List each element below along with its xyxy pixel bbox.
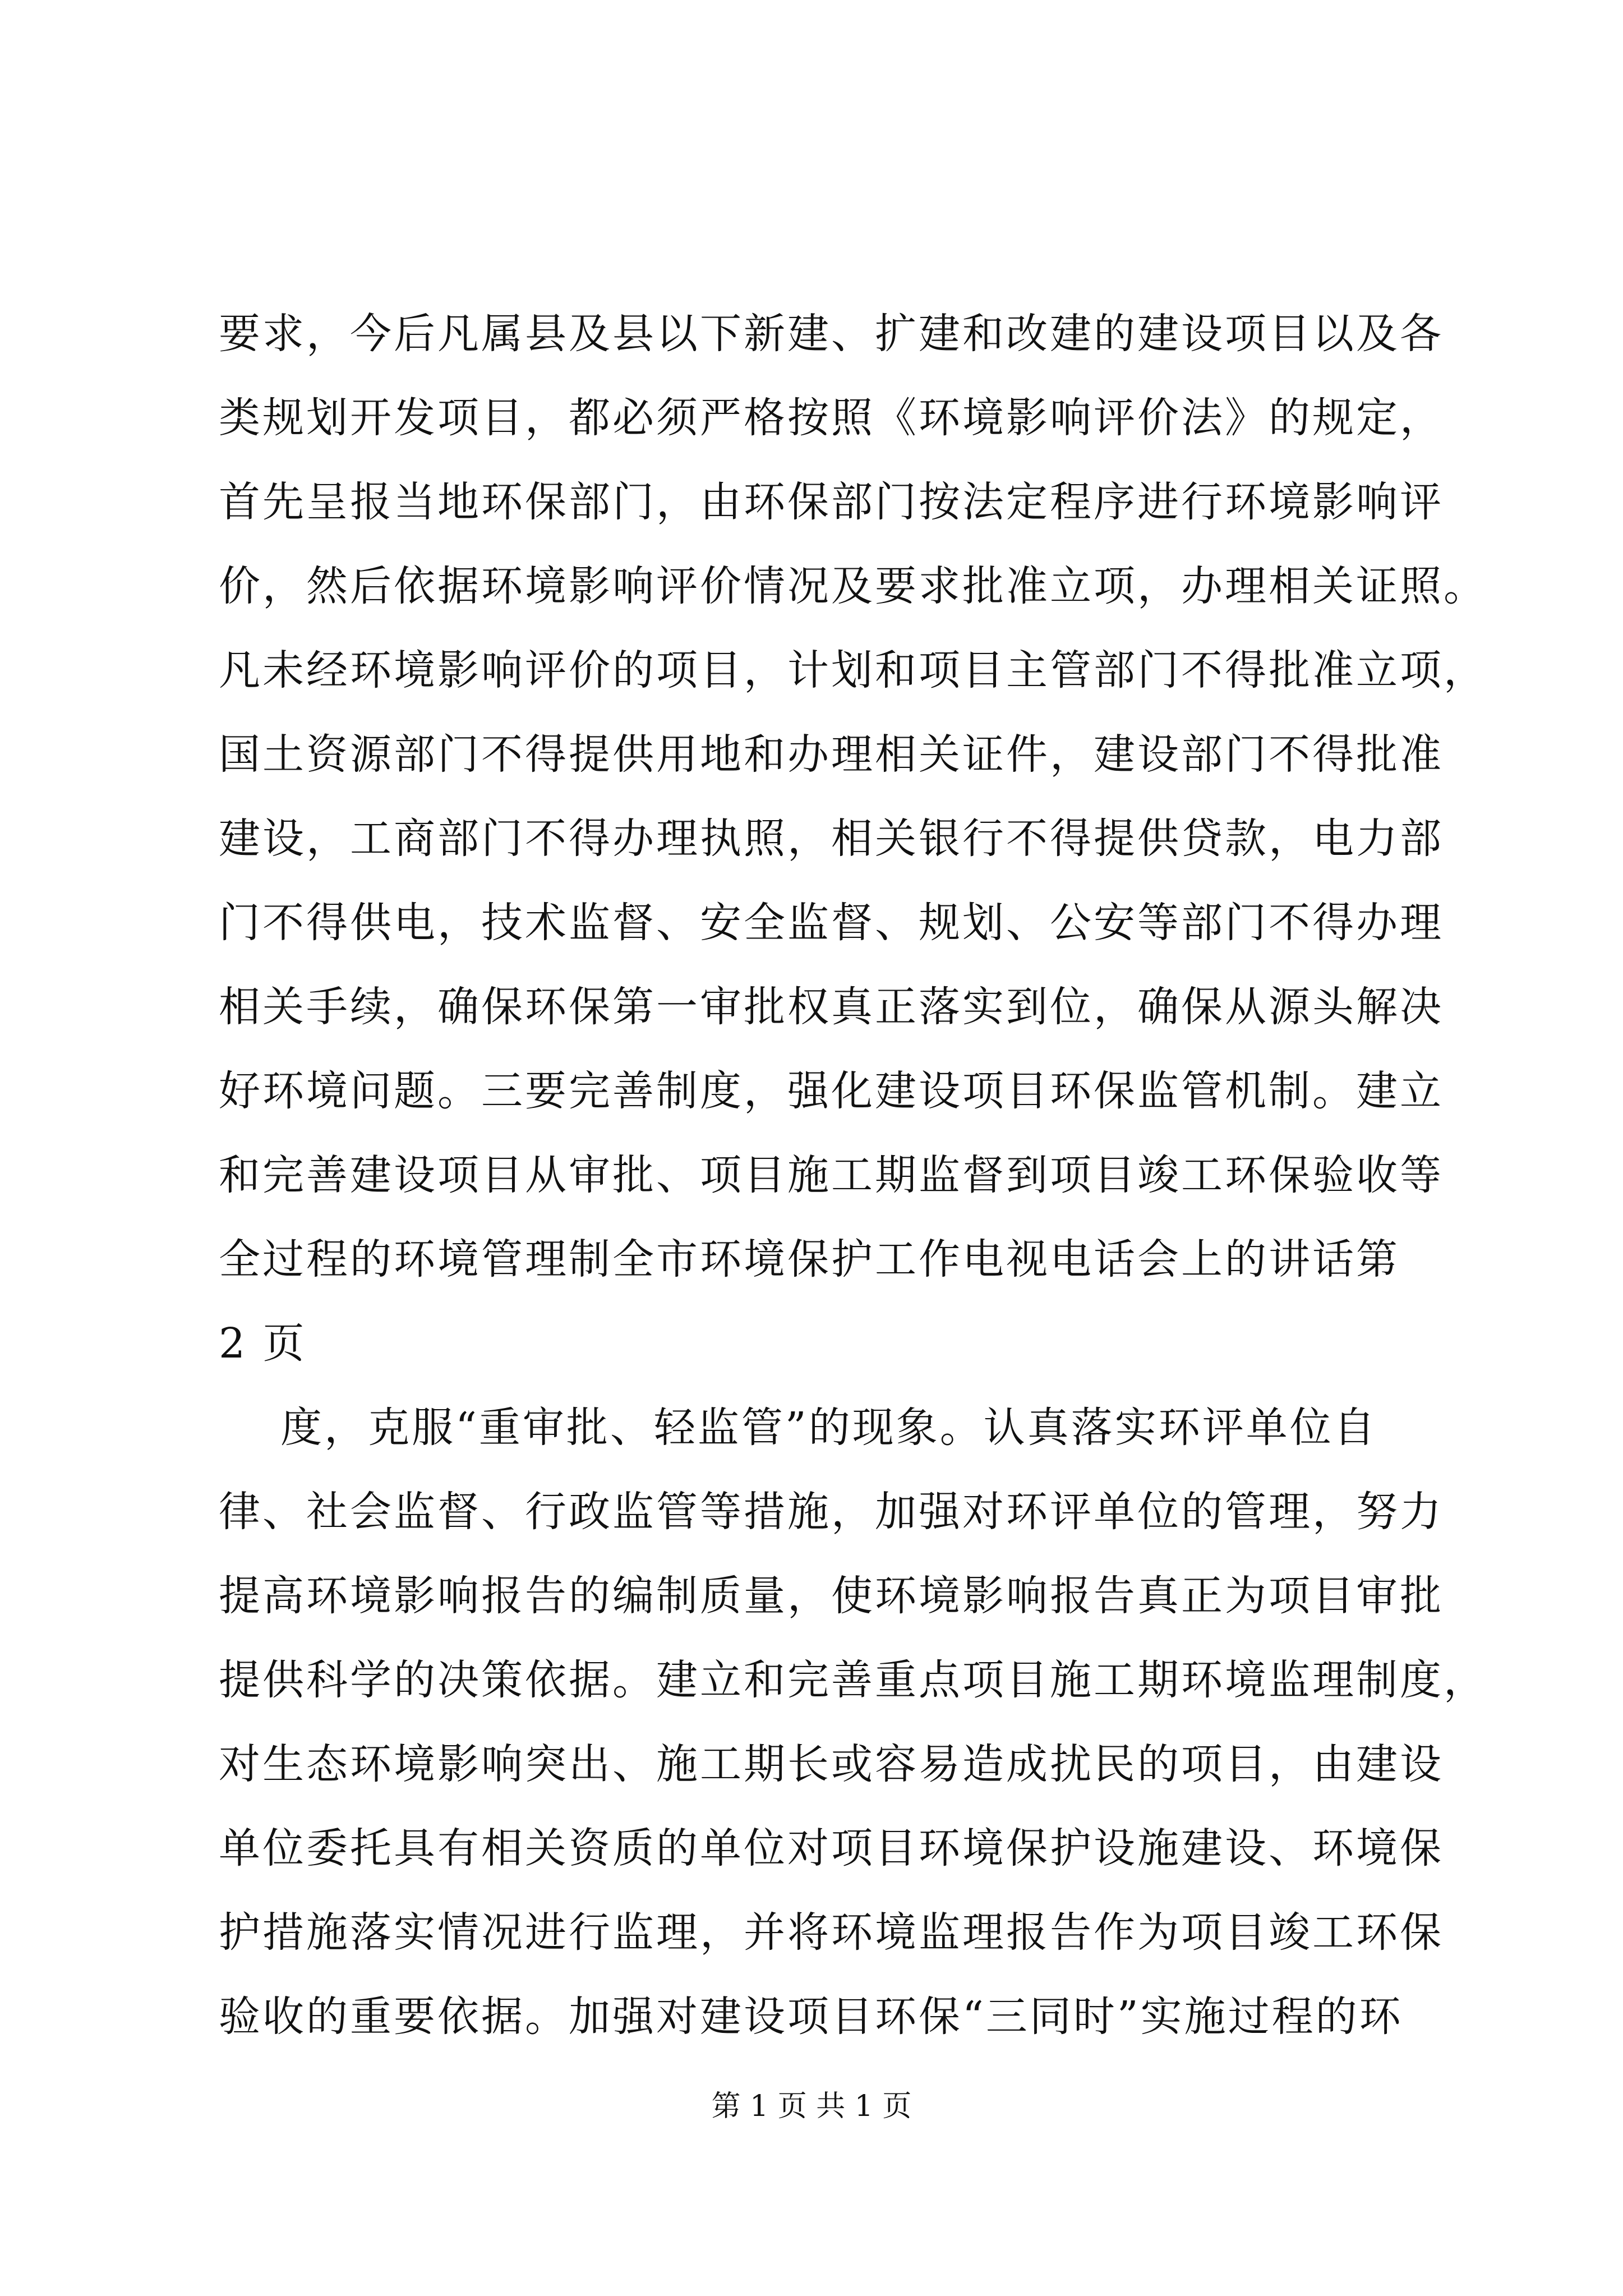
text-line: 单位委托具有相关资质的单位对项目环境保护设施建设、环境保 [219, 1824, 1444, 1872]
page-footer: 第 1 页 共 1 页 [711, 2090, 912, 2123]
body-text [219, 292, 1487, 2059]
text-line: 度，克服“重审批、轻监管”的现象。认真落实环评单位自 [219, 1404, 1377, 1452]
text-line: 提供科学的决策依据。建立和完善重点项目施工期环境监理制度， [219, 1656, 1487, 1704]
text-line: 提高环境影响报告的编制质量，使环境影响报告真正为项目审批 [219, 1572, 1444, 1620]
text-line: 建设，工商部门不得办理执照，相关银行不得提供贷款，电力部 [219, 815, 1444, 863]
text-line: 门不得供电，技术监督、安全监督、规划、公安等部门不得办理 [219, 899, 1444, 947]
text-line: 相关手续，确保环保第一审批权真正落实到位，确保从源头解决 [219, 983, 1444, 1031]
text-line: 2 页 [219, 1319, 307, 1368]
text-line: 验收的重要依据。加强对建设项目环保“三同时”实施过程的环 [219, 1993, 1403, 2041]
text-line: 首先呈报当地环保部门，由环保部门按法定程序进行环境影响评 [219, 478, 1444, 526]
text-line: 和完善建设项目从审批、项目施工期监督到项目竣工环保验收等 [219, 1151, 1444, 1199]
text-line: 对生态环境影响突出、施工期长或容易造成扰民的项目，由建设 [219, 1740, 1444, 1788]
text-line: 价，然后依据环境影响评价情况及要求批准立项，办理相关证照。 [219, 562, 1487, 610]
text-line: 律、社会监督、行政监管等措施，加强对环评单位的管理，努力 [219, 1488, 1444, 1536]
text-line: 全过程的环境管理制全市环境保护工作电视电话会上的讲话第 [219, 1235, 1400, 1283]
text-line: 要求，今后凡属县及县以下新建、扩建和改建的建设项目以及各 [219, 310, 1444, 358]
text-line: 类规划开发项目，都必须严格按照《环境影响评价法》的规定， [219, 394, 1444, 442]
text-line: 凡未经环境影响评价的项目，计划和项目主管部门不得批准立项， [219, 646, 1487, 694]
text-line: 好环境问题。三要完善制度，强化建设项目环保监管机制。建立 [219, 1067, 1444, 1115]
text-line: 护措施落实情况进行监理，并将环境监理报告作为项目竣工环保 [219, 1908, 1444, 1957]
text-line: 国土资源部门不得提供用地和办理相关证件，建设部门不得批准 [219, 730, 1444, 779]
